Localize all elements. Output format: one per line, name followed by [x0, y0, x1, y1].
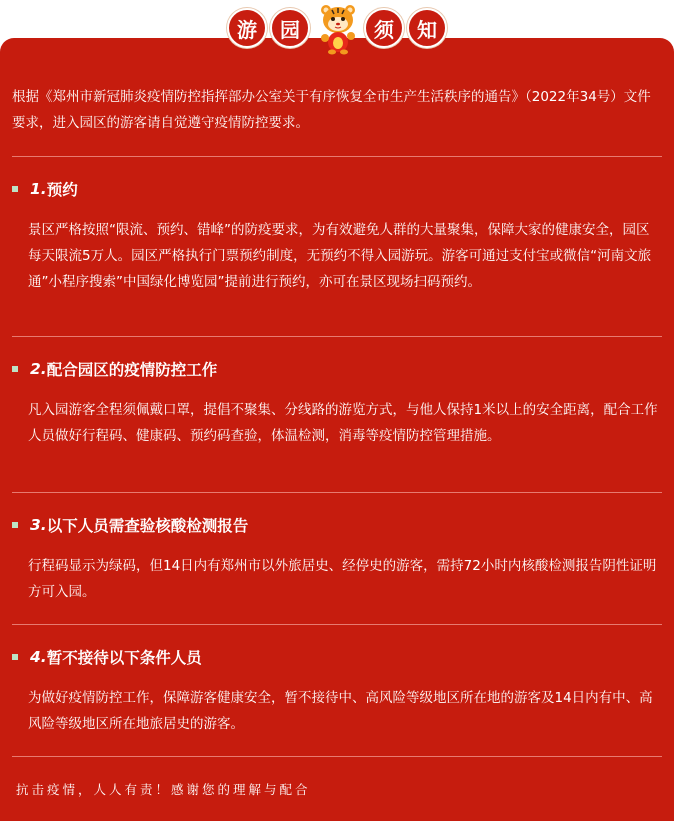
divider	[12, 336, 662, 337]
divider	[12, 624, 662, 625]
intro-paragraph: 根据《郑州市新冠肺炎疫情防控指挥部办公室关于有序恢复全市生产生活秩序的通告》（2022年34号）文件要求，进入园区的游客请自觉遵守疫情防控要求。	[12, 89, 651, 131]
title-char-3: 须	[364, 8, 404, 48]
section-2-number: 2.	[30, 360, 47, 378]
section-3-body: 行程码显示为绿码，但14日内有郑州市以外旅居史、经停史的游客，需持72小时内核酸检测报告阴性证明方可入园。	[28, 558, 657, 600]
title-char-1: 游	[227, 8, 267, 48]
title-char-2: 园	[270, 8, 310, 48]
section-1-heading	[12, 177, 78, 201]
section-3-title: 以下人员需查验核酸检测报告	[46, 517, 249, 535]
bullet-icon	[12, 366, 18, 372]
bullet-icon	[12, 186, 18, 192]
divider	[12, 756, 662, 757]
section-3-heading	[12, 513, 248, 537]
title-char-4: 知	[407, 8, 447, 48]
divider	[12, 156, 662, 157]
footer-slogan: 抗击疫情，人人有责！感谢您的理解与配合	[16, 782, 311, 797]
bullet-icon	[12, 522, 18, 528]
section-4-body: 为做好疫情防控工作，保障游客健康安全，暂不接待中、高风险等级地区所在地的游客及14日内有中、高风险等级地区所在地旅居史的游客。	[28, 690, 653, 732]
section-3-number: 3.	[30, 516, 47, 534]
section-4-heading	[12, 645, 202, 669]
bullet-icon	[12, 654, 18, 660]
section-1-number: 1.	[30, 180, 47, 198]
section-4-number: 4.	[30, 648, 47, 666]
section-1-body: 景区严格按照“限流、预约、错峰”的防疫要求，为有效避免人群的大量聚集，保障大家的健康安全，园区每天限流5万人。园区严格执行门票预约制度，无预约不得入园游玩。游客可通过支付宝或微信“河南文旅通”小程序搜索”中国绿化博览园”提前进行预约，亦可在景区现场扫码预约。	[28, 222, 652, 290]
tiger-mascot-icon	[314, 0, 362, 56]
section-1-title: 预约	[46, 181, 78, 199]
section-4-title: 暂不接待以下条件人员	[46, 649, 202, 667]
divider	[12, 492, 662, 493]
section-2-body: 凡入园游客全程须佩戴口罩，提倡不聚集、分线路的游览方式，与他人保持1米以上的安全距离，配合工作人员做好行程码、健康码、预约码查验，体温检测，消毒等疫情防控管理措施。	[28, 402, 658, 444]
section-2-heading	[12, 357, 217, 381]
section-2-title: 配合园区的疫情防控工作	[46, 361, 218, 379]
